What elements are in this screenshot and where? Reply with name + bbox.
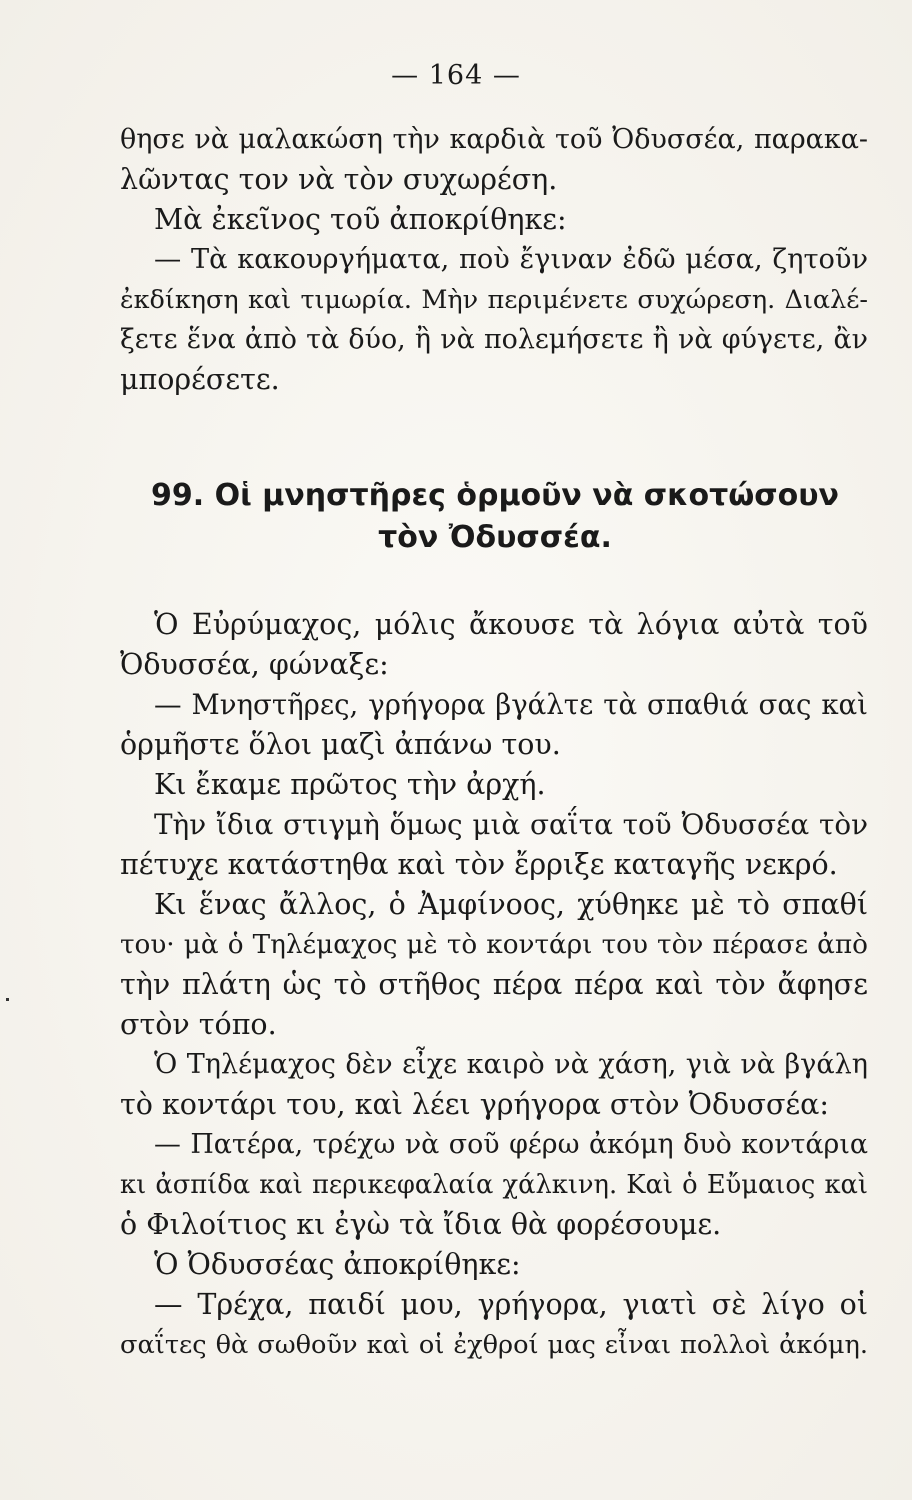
- text-line: του· μὰ ὁ Τηλέμαχος μὲ τὸ κοντάρι του τὸν πέρασε ἀπὸ: [120, 930, 868, 960]
- text-line: — Πατέρα, τρέχω νὰ σοῦ φέρω ἀκόμη δυὸ κοντάρια: [154, 1129, 868, 1160]
- text-line: Κι ἕνας ἄλλος, ὁ Ἀμφίνοος, χύθηκε μὲ τὸ σπαθί: [154, 888, 868, 921]
- text-line: Ὁ Εὐρύμαχος, μόλις ἄκουσε τὰ λόγια αὐτὰ τοῦ: [154, 608, 868, 641]
- text-line: Ὁ Τηλέμαχος δὲν εἶχε καιρὸ νὰ χάση, γιὰ νὰ βγάλη: [154, 1049, 868, 1080]
- text-line: ἐκδίκηση καὶ τιμωρία. Μὴν περιμένετε συχώρεση. Διαλέ-: [120, 285, 868, 315]
- text-line: Ὁ Ὀδυσσέας ἀποκρίθηκε:: [154, 1248, 521, 1281]
- text-line: Κι ἔκαμε πρῶτος τὴν ἀρχή.: [154, 768, 546, 801]
- text-line: ὁρμῆστε ὅλοι μαζὶ ἀπάνω του.: [120, 728, 561, 761]
- text-line: λῶντας τον νὰ τὸν συχωρέση.: [120, 163, 558, 196]
- text-line: σαΐτες θὰ σωθοῦν καὶ οἱ ἐχθροί μας εἶναι πολλοὶ ἀκόμη.: [120, 1330, 868, 1360]
- text-line: τὸ κοντάρι του, καὶ λέει γρήγορα στὸν Ὀδυσσέα:: [120, 1088, 830, 1121]
- page-number: — 164 —: [391, 60, 521, 91]
- text-line: τὴν πλάτη ὡς τὸ στῆθος πέρα πέρα καὶ τὸν ἄφησε: [120, 968, 868, 1001]
- text-line: — Τρέχα, παιδί μου, γρήγορα, γιατὶ σὲ λίγο οἱ: [154, 1288, 868, 1321]
- heading-line-2: τὸν Ὀδυσσέα.: [378, 520, 612, 555]
- paragraph-block-2: [120, 605, 868, 1365]
- text-line: Τὴν ἴδια στιγμὴ ὅμως μιὰ σαΐτα τοῦ Ὀδυσσέα τὸν: [154, 808, 868, 841]
- text-line: κι ἀσπίδα καὶ περικεφαλαία χάλκινη. Καὶ ὁ Εὔμαιος καὶ: [120, 1170, 868, 1200]
- text-line: στὸν τόπο.: [120, 1008, 277, 1041]
- text-line: Μὰ ἐκεῖνος τοῦ ἀποκρίθηκε:: [154, 203, 567, 236]
- text-line: μπορέσετε.: [120, 363, 280, 396]
- text-line: ξετε ἕνα ἀπὸ τὰ δύο, ἢ νὰ πολεμήσετε ἢ νὰ φύγετε, ἂν: [120, 324, 868, 355]
- text-line: — Τὰ κακουργήματα, ποὺ ἔγιναν ἐδῶ μέσα, ζητοῦν: [154, 244, 868, 275]
- text-line: — Μνηστῆρες, γρήγορα βγάλτε τὰ σπαθιά σας καὶ: [154, 688, 868, 721]
- text-line: Ὀδυσσέα, φώναξε:: [120, 648, 389, 681]
- text-line: πέτυχε κατάστηθα καὶ τὸν ἔρριξε καταγῆς νεκρό.: [120, 848, 838, 881]
- text-line: ὁ Φιλοίτιος κι ἐγὼ τὰ ἴδια θὰ φορέσουμε.: [120, 1208, 722, 1241]
- paragraph-block-1: [120, 120, 868, 400]
- scan-speck: [6, 998, 9, 1001]
- section-heading: [150, 475, 840, 559]
- heading-line-1: 99. Οἱ μνηστῆρες ὁρμοῦν νὰ σκοτώσουν: [151, 478, 839, 513]
- text-line: θησε νὰ μαλακώση τὴν καρδιὰ τοῦ Ὀδυσσέα, παρακα-: [120, 124, 868, 155]
